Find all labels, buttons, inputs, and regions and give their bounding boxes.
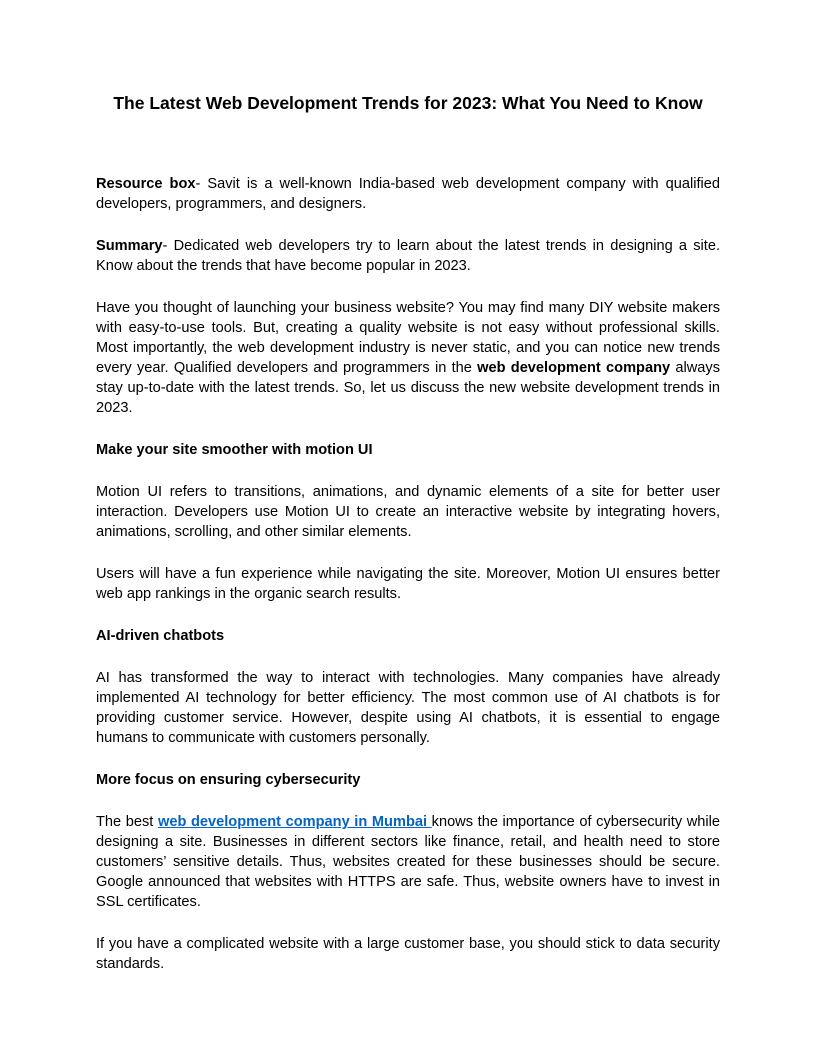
text-run: Have you thought of launching your business website? You may find many DIY website makers with easy-to-use tools. But, creating a quality website is not easy without professional skills. Most importantly, the web development industry is never static, and you can notice new trends every year. Qualified developers and programmers in the	[96, 300, 720, 376]
text-run: Motion UI refers to transitions, animations, and dynamic elements of a site for better user interaction. Developers use Motion UI to create an interactive website by integrating hovers, animations, scrolling, and other similar elements.	[96, 484, 720, 540]
bold-text-run: web development company	[477, 360, 671, 376]
paragraph	[96, 812, 720, 912]
text-run: The best	[96, 814, 158, 830]
paragraph	[96, 174, 720, 214]
paragraph	[96, 564, 720, 604]
bold-text-run: Summary	[96, 238, 163, 254]
text-run: - Dedicated web developers try to learn about the latest trends in designing a site. Know about the trends that have become popular in 2023.	[96, 238, 720, 274]
paragraph	[96, 298, 720, 418]
section-heading	[96, 770, 720, 790]
bold-text-run: Resource box	[96, 176, 196, 192]
text-run: If you have a complicated website with a large customer base, you should stick to data security standards.	[96, 936, 720, 972]
section-heading	[96, 440, 720, 460]
page-title: The Latest Web Development Trends for 2023: What You Need to Know	[113, 93, 703, 113]
text-run: knows the importance of cybersecurity while designing a site. Businesses in different sectors like finance, retail, and health need to store customers’ sensitive details. Thus, websites created for these businesses should be secure. Google announced that websites with HTTPS are safe. Thus, website owners have to invest in SSL certificates.	[96, 814, 720, 910]
paragraph	[96, 934, 720, 974]
text-run: AI-driven chatbots	[96, 628, 225, 644]
paragraph	[96, 482, 720, 542]
text-run: More focus on ensuring cybersecurity	[96, 772, 361, 788]
section-heading	[96, 626, 720, 646]
document-body	[96, 174, 720, 974]
inline-link[interactable]: web development company in Mumbai	[157, 814, 432, 830]
paragraph	[96, 668, 720, 748]
text-run: Users will have a fun experience while navigating the site. Moreover, Motion UI ensures better web app rankings in the organic search results.	[96, 566, 720, 602]
text-run: - Savit is a well-known India-based web development company with qualified developers, programmers, and designers.	[96, 176, 720, 212]
paragraph	[96, 236, 720, 276]
text-run: always stay up-to-date with the latest trends. So, let us discuss the new website development trends in 2023.	[96, 360, 720, 416]
text-run: Make your site smoother with motion UI	[96, 442, 373, 458]
text-run: AI has transformed the way to interact with technologies. Many companies have already implemented AI technology for better efficiency. The most common use of AI chatbots is for providing customer service. However, despite using AI chatbots, it is essential to engage humans to communicate with customers personally.	[96, 670, 720, 746]
